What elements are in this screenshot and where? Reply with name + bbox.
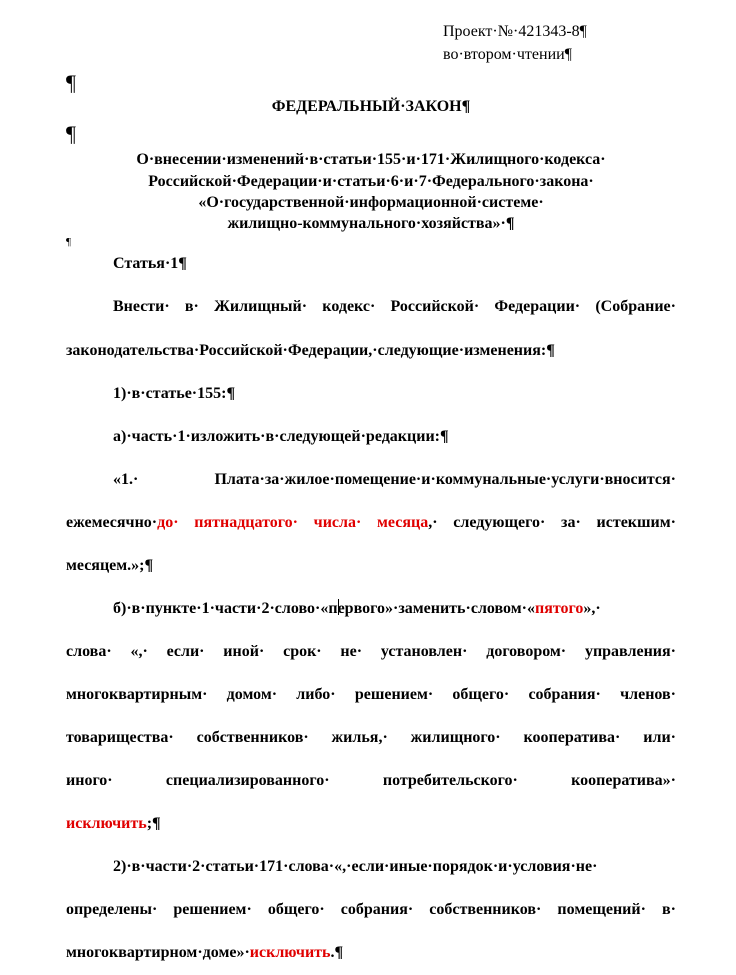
- law-subtitle-line: жилищно-коммунального·хозяйства»·¶: [227, 215, 515, 232]
- text-run: »,·: [583, 600, 601, 617]
- text-run: ежемесячно·: [66, 514, 158, 531]
- highlighted-text: исключить: [249, 944, 331, 961]
- highlighted-text: до· пятнадцатого· числа· месяца: [157, 514, 429, 531]
- law-subtitle-line: О·внесении·изменений·в·статьи·155·и·171·Жилищного·кодекса·: [136, 151, 606, 168]
- highlighted-text: пятого: [534, 600, 584, 617]
- highlighted-text: исключить: [66, 815, 147, 832]
- paragraph-line: 2)·в·части·2·статьи·171·слова·«,·если·иные·порядок·и·условия·не·: [113, 858, 598, 875]
- text-run: многоквартирном·доме»·: [66, 944, 250, 961]
- paragraph-line: законодательства·Российской·Федерации,·следующие·изменения:¶: [66, 342, 555, 359]
- paragraph-line: [66, 512, 676, 534]
- text-run: ервого»·заменить·словом·«: [337, 600, 535, 617]
- paragraph-line: [66, 942, 343, 964]
- paragraph-line: определены· решением· общего· собрания· собственников· помещений· в·: [66, 901, 676, 918]
- paragraph-line: иного· специализированного· потребительского· кооператива»·: [66, 772, 676, 789]
- empty-paragraph-mark: ¶: [66, 121, 76, 146]
- paragraph-line: «1.· Плата·за·жилое·помещение·и·коммунальные·услуги·вносится·: [113, 471, 676, 488]
- empty-paragraph-mark: ¶: [66, 70, 76, 95]
- paragraph-line: [113, 598, 676, 620]
- text-run: ,· следующего· за· истекшим·: [428, 514, 676, 531]
- law-heading: ФЕДЕРАЛЬНЫЙ·ЗАКОН¶: [271, 98, 471, 115]
- paragraph-line: месяцем.»;¶: [66, 557, 154, 574]
- reading-stage: во·втором·чтении¶: [443, 46, 572, 63]
- text-run: б)·в·пункте·1·части·2·слово·«п: [113, 600, 338, 617]
- paragraph-line: Внести· в· Жилищный· кодекс· Российской· Федерации· (Собрание·: [113, 298, 676, 315]
- article-heading: Статья·1¶: [113, 255, 187, 272]
- paragraph-line: товарищества· собственников· жилья,· жилищного· кооператива· или·: [66, 729, 676, 746]
- list-item: 1)·в·статье·155:¶: [113, 385, 236, 402]
- list-item: а)·часть·1·изложить·в·следующей·редакции:¶: [113, 428, 449, 445]
- law-subtitle-line: «О·государственной·информационной·системе·: [198, 194, 544, 211]
- empty-paragraph-mark: ¶: [66, 236, 71, 248]
- paragraph-line: слова· «,· если· иной· срок· не· установлен· договором· управления·: [66, 643, 676, 660]
- project-number: Проект·№·421343-8¶: [443, 23, 587, 40]
- paragraph-line: [66, 813, 161, 835]
- text-run: .¶: [330, 944, 344, 961]
- paragraph-line: многоквартирным· домом· либо· решением· общего· собрания· членов·: [66, 686, 676, 703]
- law-subtitle-line: Российской·Федерации·и·статьи·6·и·7·Федерального·закона·: [148, 173, 594, 190]
- text-run: ;¶: [146, 815, 161, 832]
